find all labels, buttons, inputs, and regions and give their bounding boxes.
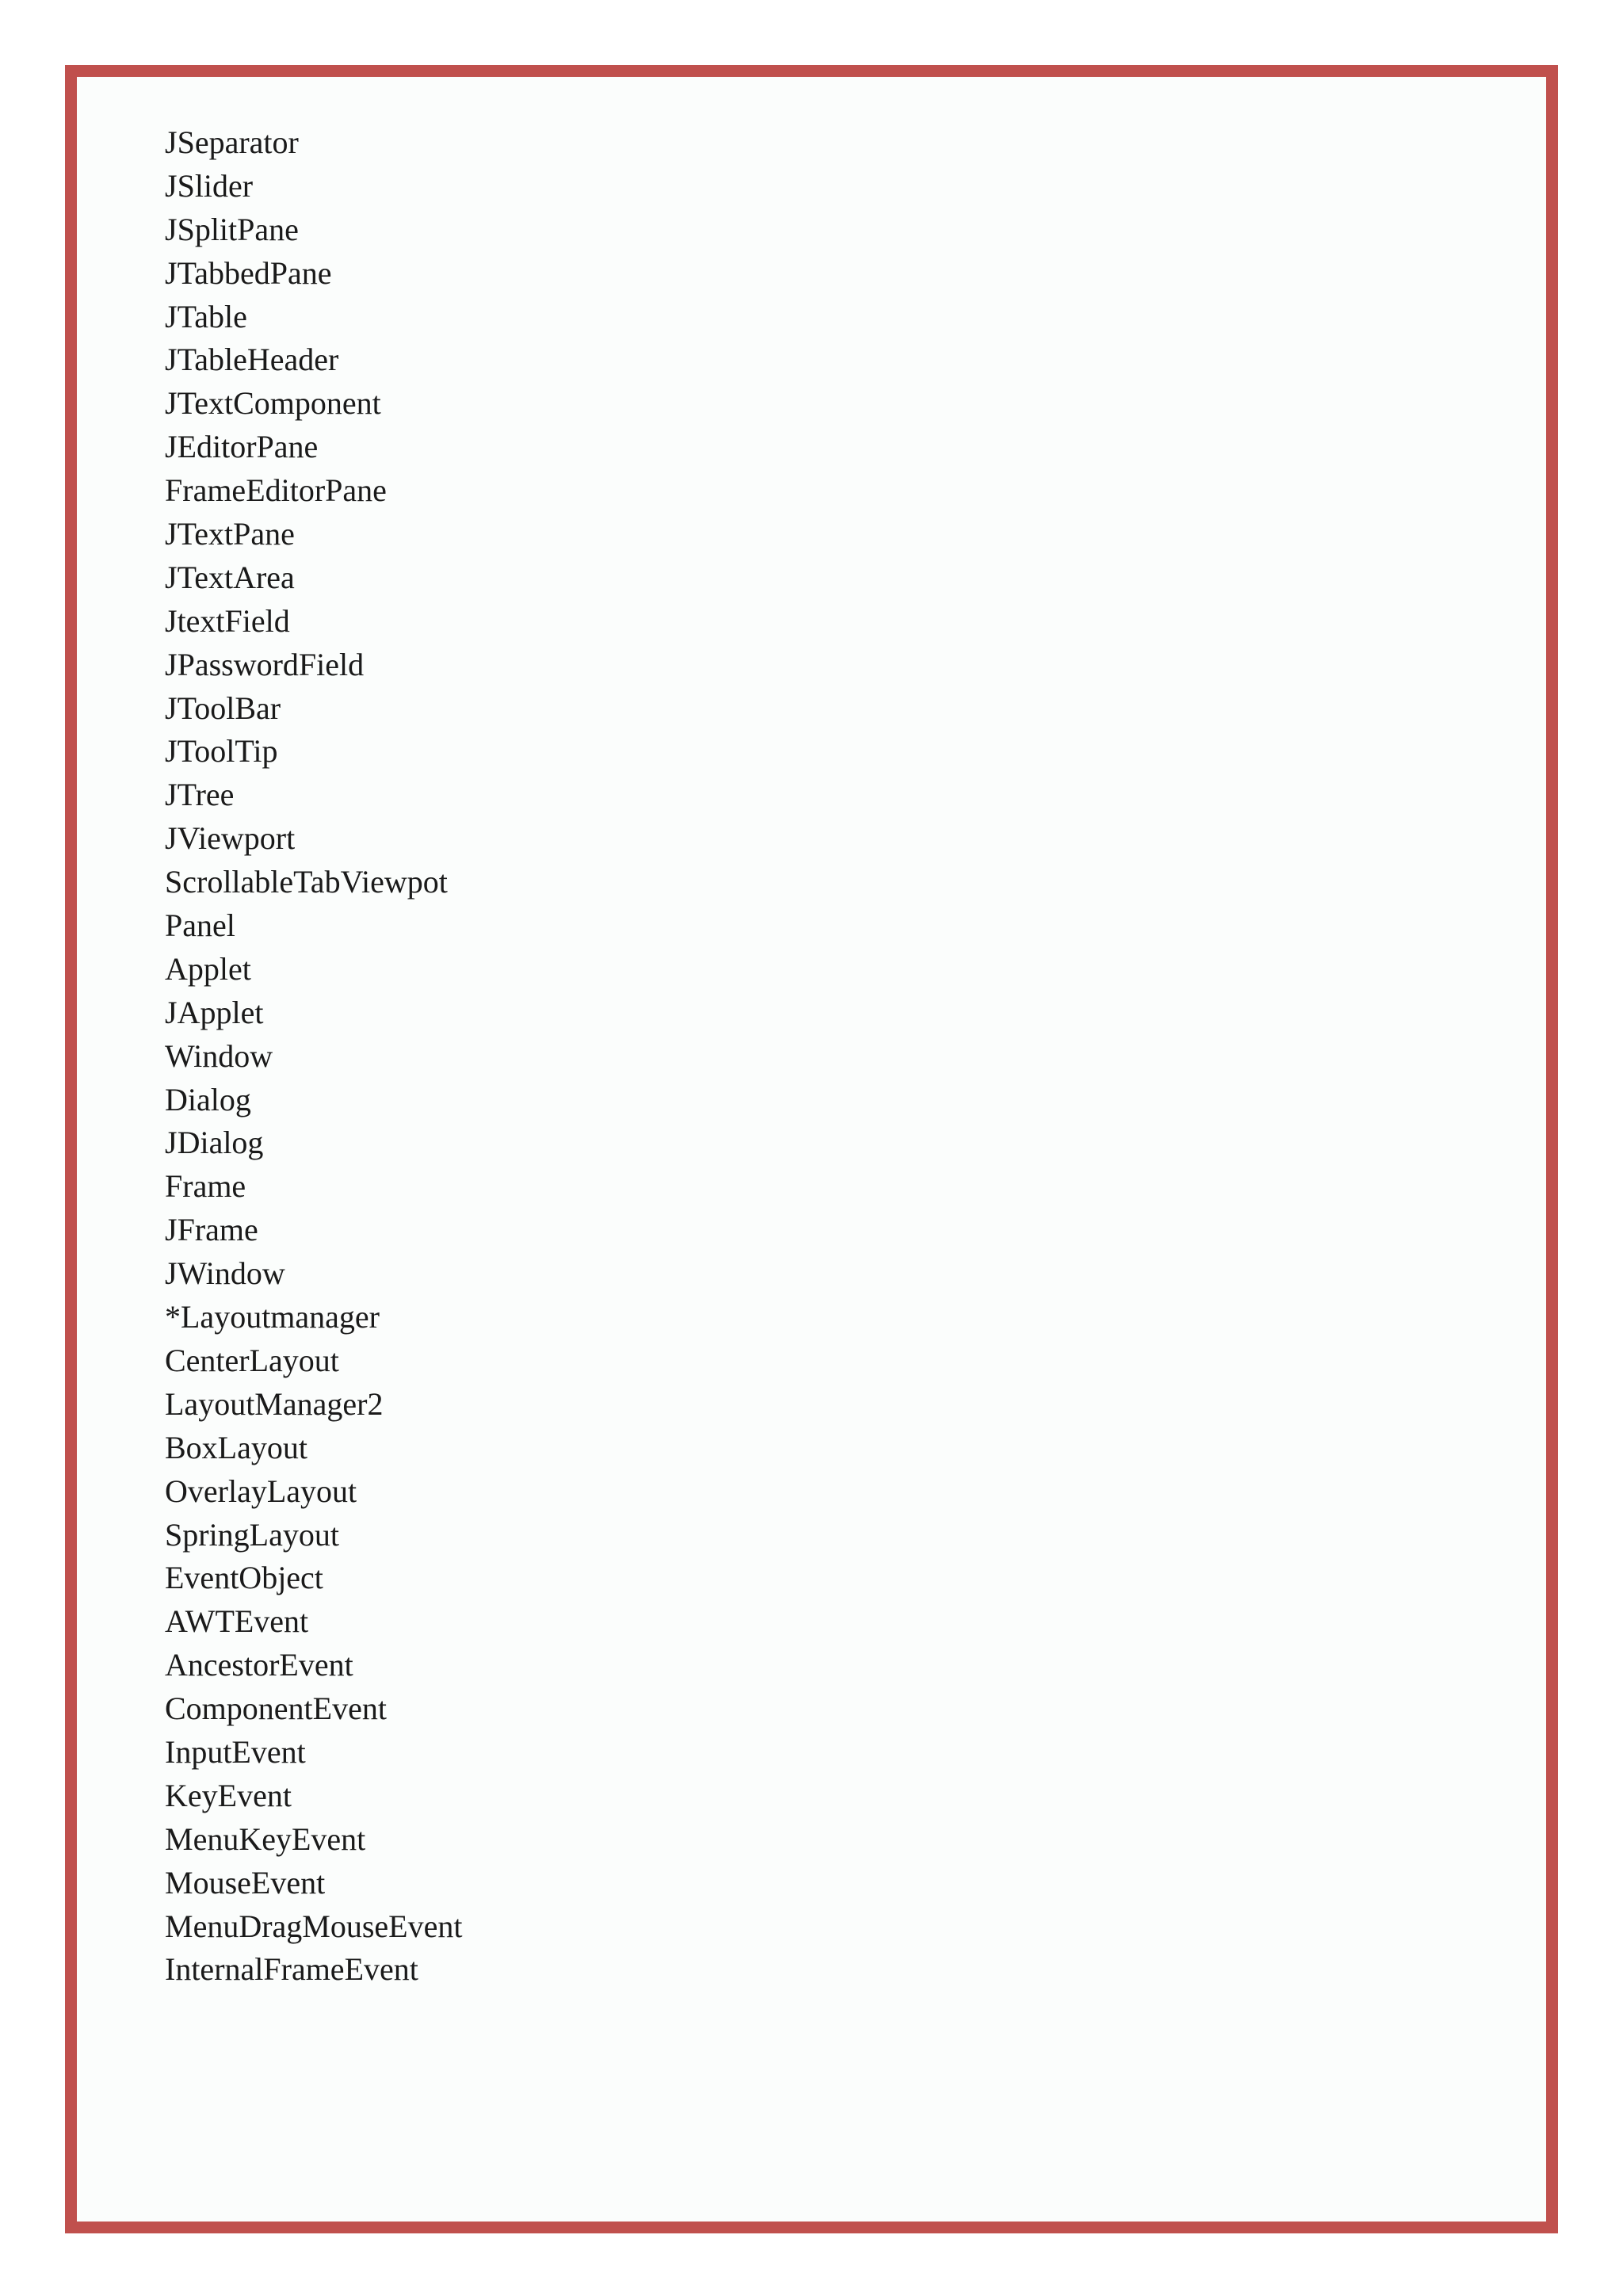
list-item: JTextComponent [165,385,381,422]
list-item: JTree [165,777,235,813]
list-item: MouseEvent [165,1864,326,1901]
list-item: InputEvent [165,1733,306,1770]
list-item: BoxLayout [165,1429,307,1465]
list-item: JTableHeader [165,342,339,378]
list-item: JPasswordField [165,646,365,682]
list-item: ComponentEvent [165,1690,387,1727]
list-item: JSeparator [165,124,299,160]
list-item: JTable [165,298,247,334]
list-item: InternalFrameEvent [165,1951,418,1988]
list-item: MenuDragMouseEvent [165,1908,463,1944]
list-item: JToolTip [165,733,278,770]
list-item: LayoutManager2 [165,1385,384,1422]
list-item: JTextPane [165,516,295,552]
list-item: KeyEvent [165,1777,292,1813]
list-item: Applet [165,950,251,987]
list-item: JTabbedPane [165,254,332,291]
list-item: JTextArea [165,559,295,595]
list-item: Frame [165,1168,246,1205]
list-item: JWindow [165,1255,285,1292]
list-item: JToolBar [165,690,281,726]
list-item: JSplitPane [165,211,299,247]
list-item: JDialog [165,1125,264,1161]
list-item: MenuKeyEvent [165,1820,366,1857]
list-item: Panel [165,907,235,944]
list-item: JViewport [165,820,296,857]
list-item: SpringLayout [165,1516,339,1553]
list-item: Dialog [165,1081,251,1117]
list-item: ScrollableTabViewpot [165,864,448,900]
list-item: EventObject [165,1560,323,1596]
list-item: JSlider [165,167,254,204]
list-item: JFrame [165,1212,258,1248]
class-name-list [165,121,462,1992]
list-item: AncestorEvent [165,1647,353,1683]
list-item: *Layoutmanager [165,1299,380,1335]
list-item: JEditorPane [165,429,319,465]
list-item: JtextField [165,602,290,639]
list-item: AWTEvent [165,1603,309,1640]
list-item: OverlayLayout [165,1473,357,1509]
list-item: CenterLayout [165,1342,339,1378]
list-item: Window [165,1037,273,1074]
list-item: JApplet [165,994,264,1030]
list-item: FrameEditorPane [165,472,387,509]
